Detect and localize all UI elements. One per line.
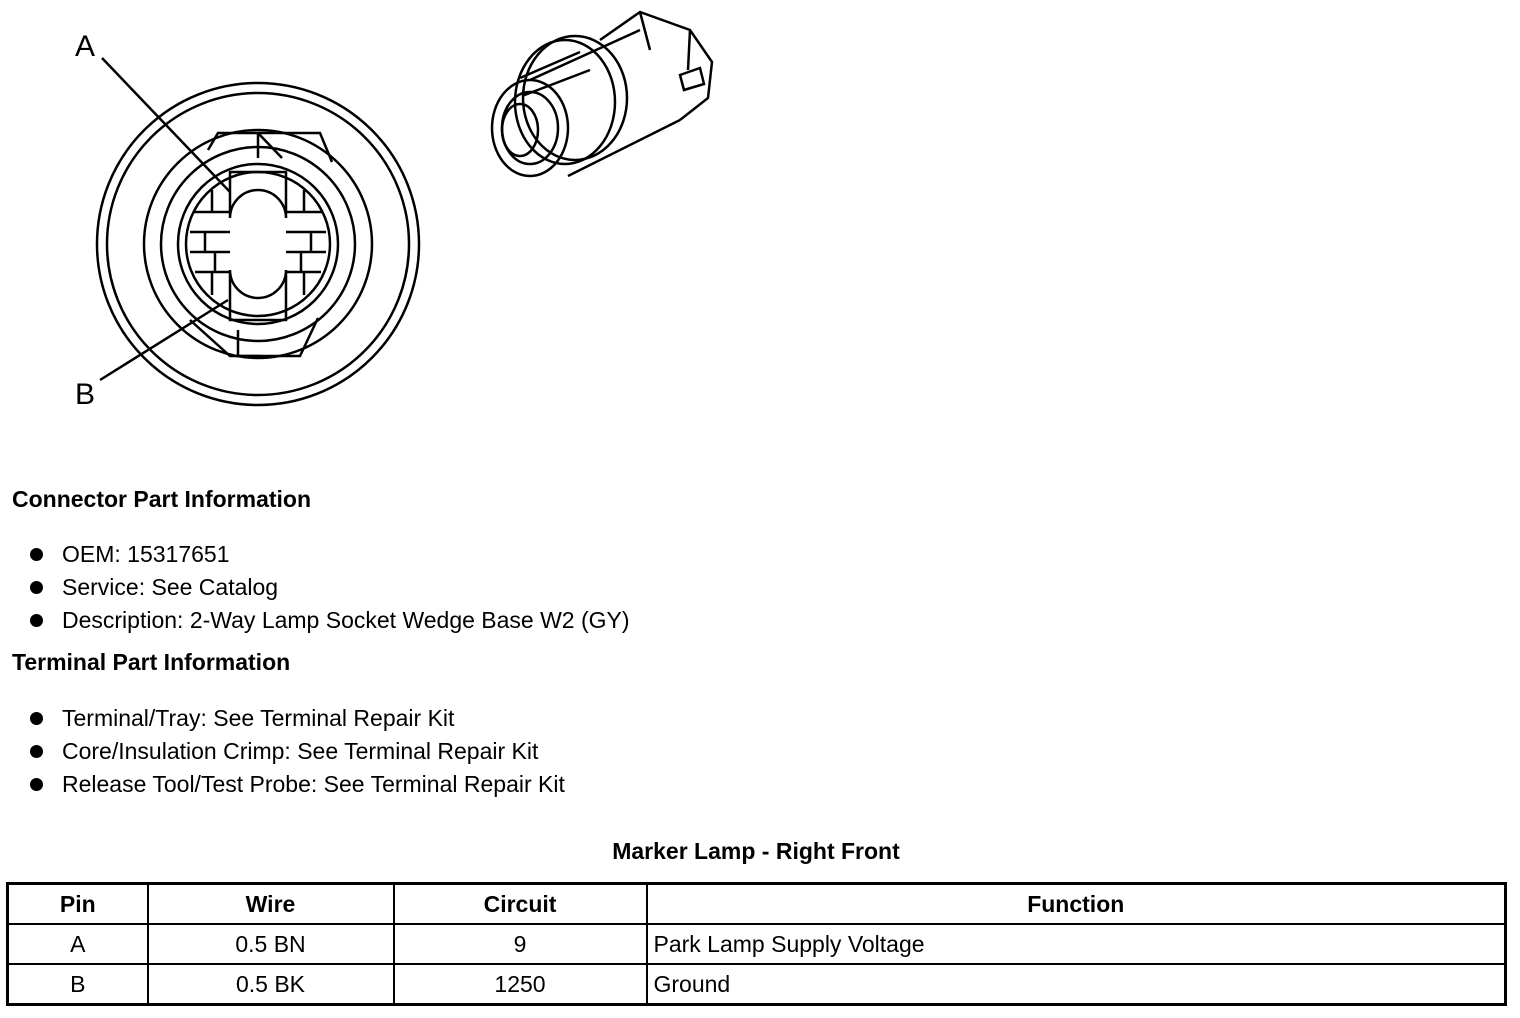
list-item: Core/Insulation Crimp: See Terminal Repair Kit: [30, 735, 565, 768]
bullet-icon: [30, 581, 43, 594]
cell-wire: 0.5 BK: [148, 964, 394, 1005]
cell-pin: B: [8, 964, 148, 1005]
pin-b-label: B: [75, 378, 96, 411]
cell-function: Ground: [647, 964, 1506, 1005]
header-circuit: Circuit: [394, 884, 647, 925]
header-wire: Wire: [148, 884, 394, 925]
connector-part-heading: Connector Part Information: [12, 486, 312, 512]
connector-diagram: [0, 0, 760, 440]
cell-pin: A: [8, 924, 148, 964]
cell-wire: 0.5 BN: [148, 924, 394, 964]
table-caption: Marker Lamp - Right Front: [612, 838, 900, 864]
header-function: Function: [647, 884, 1506, 925]
terminal-part-list: [30, 702, 565, 801]
bullet-icon: [30, 712, 43, 725]
bullet-icon: [30, 778, 43, 791]
bullet-icon: [30, 548, 43, 561]
bullet-icon: [30, 745, 43, 758]
bullet-icon: [30, 614, 43, 627]
table-row: [8, 964, 1506, 1005]
table-row: [8, 924, 1506, 964]
terminal-part-heading: Terminal Part Information: [12, 649, 291, 675]
list-item: OEM: 15317651: [30, 538, 630, 571]
connector-part-list: [30, 538, 630, 637]
cell-circuit: 9: [394, 924, 647, 964]
cell-function: Park Lamp Supply Voltage: [647, 924, 1506, 964]
table-header-row: [8, 884, 1506, 925]
header-pin: Pin: [8, 884, 148, 925]
pin-table: [6, 882, 1507, 1006]
cell-circuit: 1250: [394, 964, 647, 1005]
pin-a-label: A: [75, 30, 96, 63]
list-item: Terminal/Tray: See Terminal Repair Kit: [30, 702, 565, 735]
list-item: Service: See Catalog: [30, 571, 630, 604]
list-item: Release Tool/Test Probe: See Terminal Repair Kit: [30, 768, 565, 801]
list-item: Description: 2-Way Lamp Socket Wedge Base W2 (GY): [30, 604, 630, 637]
